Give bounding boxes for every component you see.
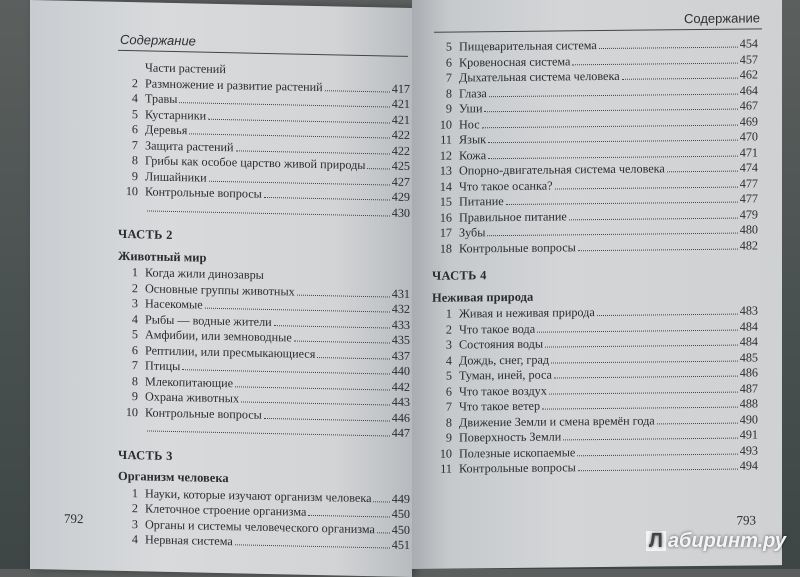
entry-page: 494 (740, 458, 758, 474)
part-heading: ЧАСТЬ 2 (118, 227, 410, 249)
leader-dots (189, 133, 389, 138)
entry-page: 440 (392, 364, 410, 380)
entry-title: Грибы как особое царство живой природы (145, 153, 365, 173)
leader-dots (147, 430, 390, 436)
entry-page: 442 (392, 379, 410, 395)
entry-number: 2 (118, 75, 138, 91)
entry-title: Поверхность Земли (459, 429, 561, 446)
leader-dots (325, 90, 390, 92)
entry-number: 9 (118, 389, 138, 405)
entry-number: 6 (118, 122, 138, 138)
entry-title: Контрольные вопросы (145, 405, 262, 423)
leader-dots (317, 357, 389, 360)
entry-page: 437 (392, 348, 410, 364)
leader-dots (241, 401, 390, 405)
entry-number: 17 (432, 226, 452, 242)
entry-number: 4 (432, 353, 452, 369)
entry-number: 8 (432, 86, 452, 102)
watermark-logo (646, 530, 786, 553)
leader-dots (578, 248, 738, 251)
toc-right (432, 36, 758, 477)
entry-number: 9 (118, 168, 138, 184)
leader-dots (506, 202, 738, 205)
entry-title: Млекопитающие (145, 374, 233, 391)
entry-number: 10 (432, 446, 452, 462)
running-header: Содержание (120, 32, 196, 49)
entry-page: 449 (392, 491, 410, 507)
leader-dots (264, 417, 390, 421)
entry-title: Травы (145, 91, 177, 107)
entry-title: Контрольные вопросы (145, 184, 262, 202)
toc-list-part2 (118, 265, 410, 442)
entry-page: 421 (392, 112, 410, 128)
entry-title: Лишайники (145, 169, 207, 186)
leader-dots (488, 140, 738, 144)
entry-page: 443 (392, 395, 410, 411)
entry-page: 417 (392, 81, 410, 97)
entry-title: Опорно-двигательная система человека (459, 161, 665, 179)
entry-title: Что такое воздух (459, 383, 547, 399)
entry-page: 493 (740, 443, 758, 459)
entry-page: 450 (392, 507, 410, 523)
entry-title: Состояния воды (459, 337, 543, 353)
entry-page: 490 (740, 412, 758, 428)
leader-dots (308, 515, 389, 518)
toc-list-part3 (118, 485, 410, 553)
entry-number: 7 (432, 400, 452, 416)
left-page (30, 0, 412, 577)
entry-page: 480 (740, 222, 758, 238)
entry-number: 3 (432, 338, 452, 354)
toc-list-top (432, 36, 758, 256)
entry-page: 479 (740, 207, 758, 223)
entry-number: 8 (432, 415, 452, 431)
entry-page: 474 (740, 160, 758, 176)
entry-number: 9 (432, 102, 452, 118)
entry-page: 462 (740, 67, 758, 83)
entry-number: 10 (432, 117, 452, 133)
entry-page: 425 (392, 159, 410, 175)
entry-title: Нервная система (145, 532, 233, 549)
entry-page: 435 (392, 333, 410, 349)
running-header: Содержание (684, 10, 760, 26)
entry-number: 1 (118, 485, 138, 501)
page-number: 793 (737, 512, 757, 528)
leader-dots (545, 345, 738, 348)
entry-title: Насекомые (145, 296, 203, 313)
part-heading: ЧАСТЬ 4 (432, 265, 758, 284)
entry-title: Клеточное строение организма (145, 501, 306, 520)
entry-title: Защита растений (145, 138, 234, 155)
entry-title: Уши (459, 101, 482, 117)
entry-title: Глаза (459, 86, 487, 102)
leader-dots (266, 279, 408, 282)
leader-dots (569, 217, 738, 220)
entry-title: Кровеносная система (459, 54, 570, 71)
entry-title: Живая и неживая природа (459, 305, 595, 322)
entry-page: 422 (392, 143, 410, 159)
entry-number: 4 (118, 311, 138, 327)
entry-page: 447 (392, 426, 410, 442)
entry-number: 3 (118, 516, 138, 532)
toc-list-part4 (432, 303, 758, 477)
entry-number: 8 (118, 373, 138, 389)
leader-dots (377, 532, 390, 533)
leader-dots (482, 124, 738, 128)
entry-page: 431 (392, 286, 410, 302)
entry-number: 7 (118, 137, 138, 153)
header-rule (118, 50, 408, 57)
leader-dots (264, 197, 390, 201)
leader-dots (205, 308, 390, 313)
entry-page: 432 (392, 302, 410, 318)
leader-dots (554, 376, 738, 379)
leader-dots (367, 168, 389, 169)
leader-dots (488, 155, 738, 159)
leader-dots (294, 341, 390, 344)
leader-dots (209, 180, 390, 185)
entry-title: Кустарники (145, 107, 206, 124)
toc-left (118, 60, 410, 554)
entry-title: Туман, иней, роса (459, 368, 552, 384)
entry-number: 13 (432, 164, 452, 180)
entry-number: 5 (432, 369, 452, 385)
section-heading: Организм человека (118, 469, 410, 491)
leader-dots (577, 453, 737, 456)
entry-number: 6 (432, 384, 452, 400)
toc-entry (432, 458, 758, 477)
entry-number: 15 (432, 195, 452, 211)
entry-title: Рептилии, или пресмыкающиеся (145, 343, 315, 362)
leader-dots (297, 294, 390, 297)
entry-page: 484 (740, 334, 758, 350)
entry-page: 477 (740, 176, 758, 192)
entry-page: 469 (740, 114, 758, 130)
entry-page: 482 (740, 238, 758, 254)
entry-number: 12 (432, 148, 452, 164)
entry-number: 2 (118, 501, 138, 517)
logo-text: абиринт.ру (668, 530, 786, 552)
leader-dots (622, 78, 738, 80)
entry-page: 464 (740, 83, 758, 99)
entry-page: 446 (392, 410, 410, 426)
entry-title: Движение Земли и смена времён года (459, 413, 655, 431)
entry-number: 11 (432, 133, 452, 149)
entry-page: 488 (740, 396, 758, 412)
entry-title: Рыбы — водные жители (145, 312, 272, 330)
entry-page: 467 (740, 98, 758, 114)
leader-dots (487, 233, 737, 237)
leader-dots (274, 325, 390, 328)
entry-number: 5 (118, 327, 138, 343)
entry-page: 450 (392, 522, 410, 538)
entry-number: 5 (118, 106, 138, 122)
entry-title: Правильное питание (459, 209, 567, 226)
entry-page: 491 (740, 427, 758, 443)
right-page (412, 0, 782, 569)
entry-number: 9 (432, 431, 452, 447)
leader-dots (549, 391, 738, 394)
entry-number: 10 (118, 184, 138, 200)
entry-title: Науки, которые изучают организм человека (145, 486, 371, 506)
entry-title: Когда жили динозавры (145, 265, 264, 283)
page-number: 792 (64, 511, 84, 527)
leader-dots (563, 438, 737, 441)
leader-dots (555, 186, 738, 189)
entry-page: 422 (392, 128, 410, 144)
entry-title: Нос (459, 117, 480, 133)
leader-dots (542, 407, 738, 410)
entry-number: 7 (118, 358, 138, 374)
entry-page: 483 (740, 303, 758, 319)
entry-number: 7 (432, 71, 452, 87)
entry-title: Амфибии, или земноводные (145, 327, 292, 346)
leader-dots (484, 109, 737, 113)
entry-title: Деревья (145, 122, 187, 138)
header-rule (434, 28, 762, 32)
leader-dots (599, 47, 738, 49)
entry-title: Дыхательная система человека (459, 69, 620, 86)
entry-title: Дождь, снег, град (459, 352, 549, 368)
leader-dots (551, 360, 738, 363)
entry-page: 421 (392, 97, 410, 113)
entry-number: 3 (118, 296, 138, 312)
logo-mark: Л (646, 531, 666, 551)
entry-number: 10 (118, 404, 138, 420)
entry-page: 477 (740, 191, 758, 207)
leader-dots (373, 501, 389, 502)
entry-page: 457 (740, 52, 758, 68)
toc-list-top (118, 60, 410, 221)
entry-number: 1 (118, 265, 138, 281)
entry-page: 470 (740, 129, 758, 145)
entry-page: 427 (392, 174, 410, 190)
part-heading: ЧАСТЬ 3 (118, 447, 410, 469)
section-heading: Животный мир (118, 248, 410, 270)
entry-page: 433 (392, 317, 410, 333)
entry-title: Контрольные вопросы (459, 240, 576, 257)
entry-title: Что такое осанка? (459, 178, 553, 194)
leader-dots (489, 93, 738, 97)
leader-dots (179, 102, 389, 107)
entry-page: 487 (740, 381, 758, 397)
entry-number: 5 (432, 40, 452, 56)
entry-title: Птицы (145, 358, 180, 374)
leader-dots (208, 118, 390, 123)
entry-title: Части растений (145, 60, 226, 77)
entry-title: Что такое вода (459, 321, 535, 337)
leader-dots (182, 369, 389, 374)
entry-page: 485 (740, 350, 758, 366)
entry-page: 484 (740, 319, 758, 335)
leader-dots (578, 469, 738, 472)
entry-title: Питание (459, 194, 504, 210)
toc-entry (432, 238, 758, 257)
entry-number: 6 (118, 342, 138, 358)
entry-page: 430 (392, 205, 410, 221)
entry-title: Размножение и развитие растений (145, 76, 323, 95)
leader-dots (572, 62, 737, 65)
entry-number: 16 (432, 210, 452, 226)
entry-page: 454 (740, 36, 758, 52)
entry-page: 486 (740, 365, 758, 381)
entry-number: 1 (432, 307, 452, 323)
entry-number: 4 (118, 91, 138, 107)
leader-dots (147, 210, 390, 216)
entry-title: Кожа (459, 148, 486, 164)
entry-title: Что такое ветер (459, 399, 540, 415)
leader-dots (537, 329, 738, 332)
entry-title: Язык (459, 132, 486, 148)
entry-number: 14 (432, 179, 452, 195)
leader-dots (236, 150, 390, 154)
entry-title: Основные группы животных (145, 281, 295, 300)
entry-number: 6 (432, 55, 452, 71)
section-heading: Неживая природа (432, 287, 758, 306)
leader-dots (235, 544, 390, 548)
entry-number: 11 (432, 462, 452, 478)
leader-dots (667, 171, 738, 173)
leader-dots (597, 314, 738, 316)
leader-dots (657, 422, 738, 424)
leader-dots (235, 386, 390, 390)
entry-title: Контрольные вопросы (459, 460, 576, 477)
entry-title: Охрана животных (145, 389, 239, 406)
entry-number: 8 (118, 153, 138, 169)
entry-number: 18 (432, 241, 452, 257)
entry-title: Полезные ископаемые (459, 445, 575, 462)
entry-title: Органы и системы человеческого организма (145, 517, 375, 537)
entry-number: 2 (432, 322, 452, 338)
entry-number: 4 (118, 532, 138, 548)
leader-dots (228, 73, 408, 77)
entry-title: Пищеварительная система (459, 38, 597, 55)
entry-number: 2 (118, 280, 138, 296)
entry-title: Зубы (459, 225, 485, 241)
entry-page: 451 (392, 538, 410, 554)
entry-page: 471 (740, 145, 758, 161)
entry-page: 429 (392, 190, 410, 206)
